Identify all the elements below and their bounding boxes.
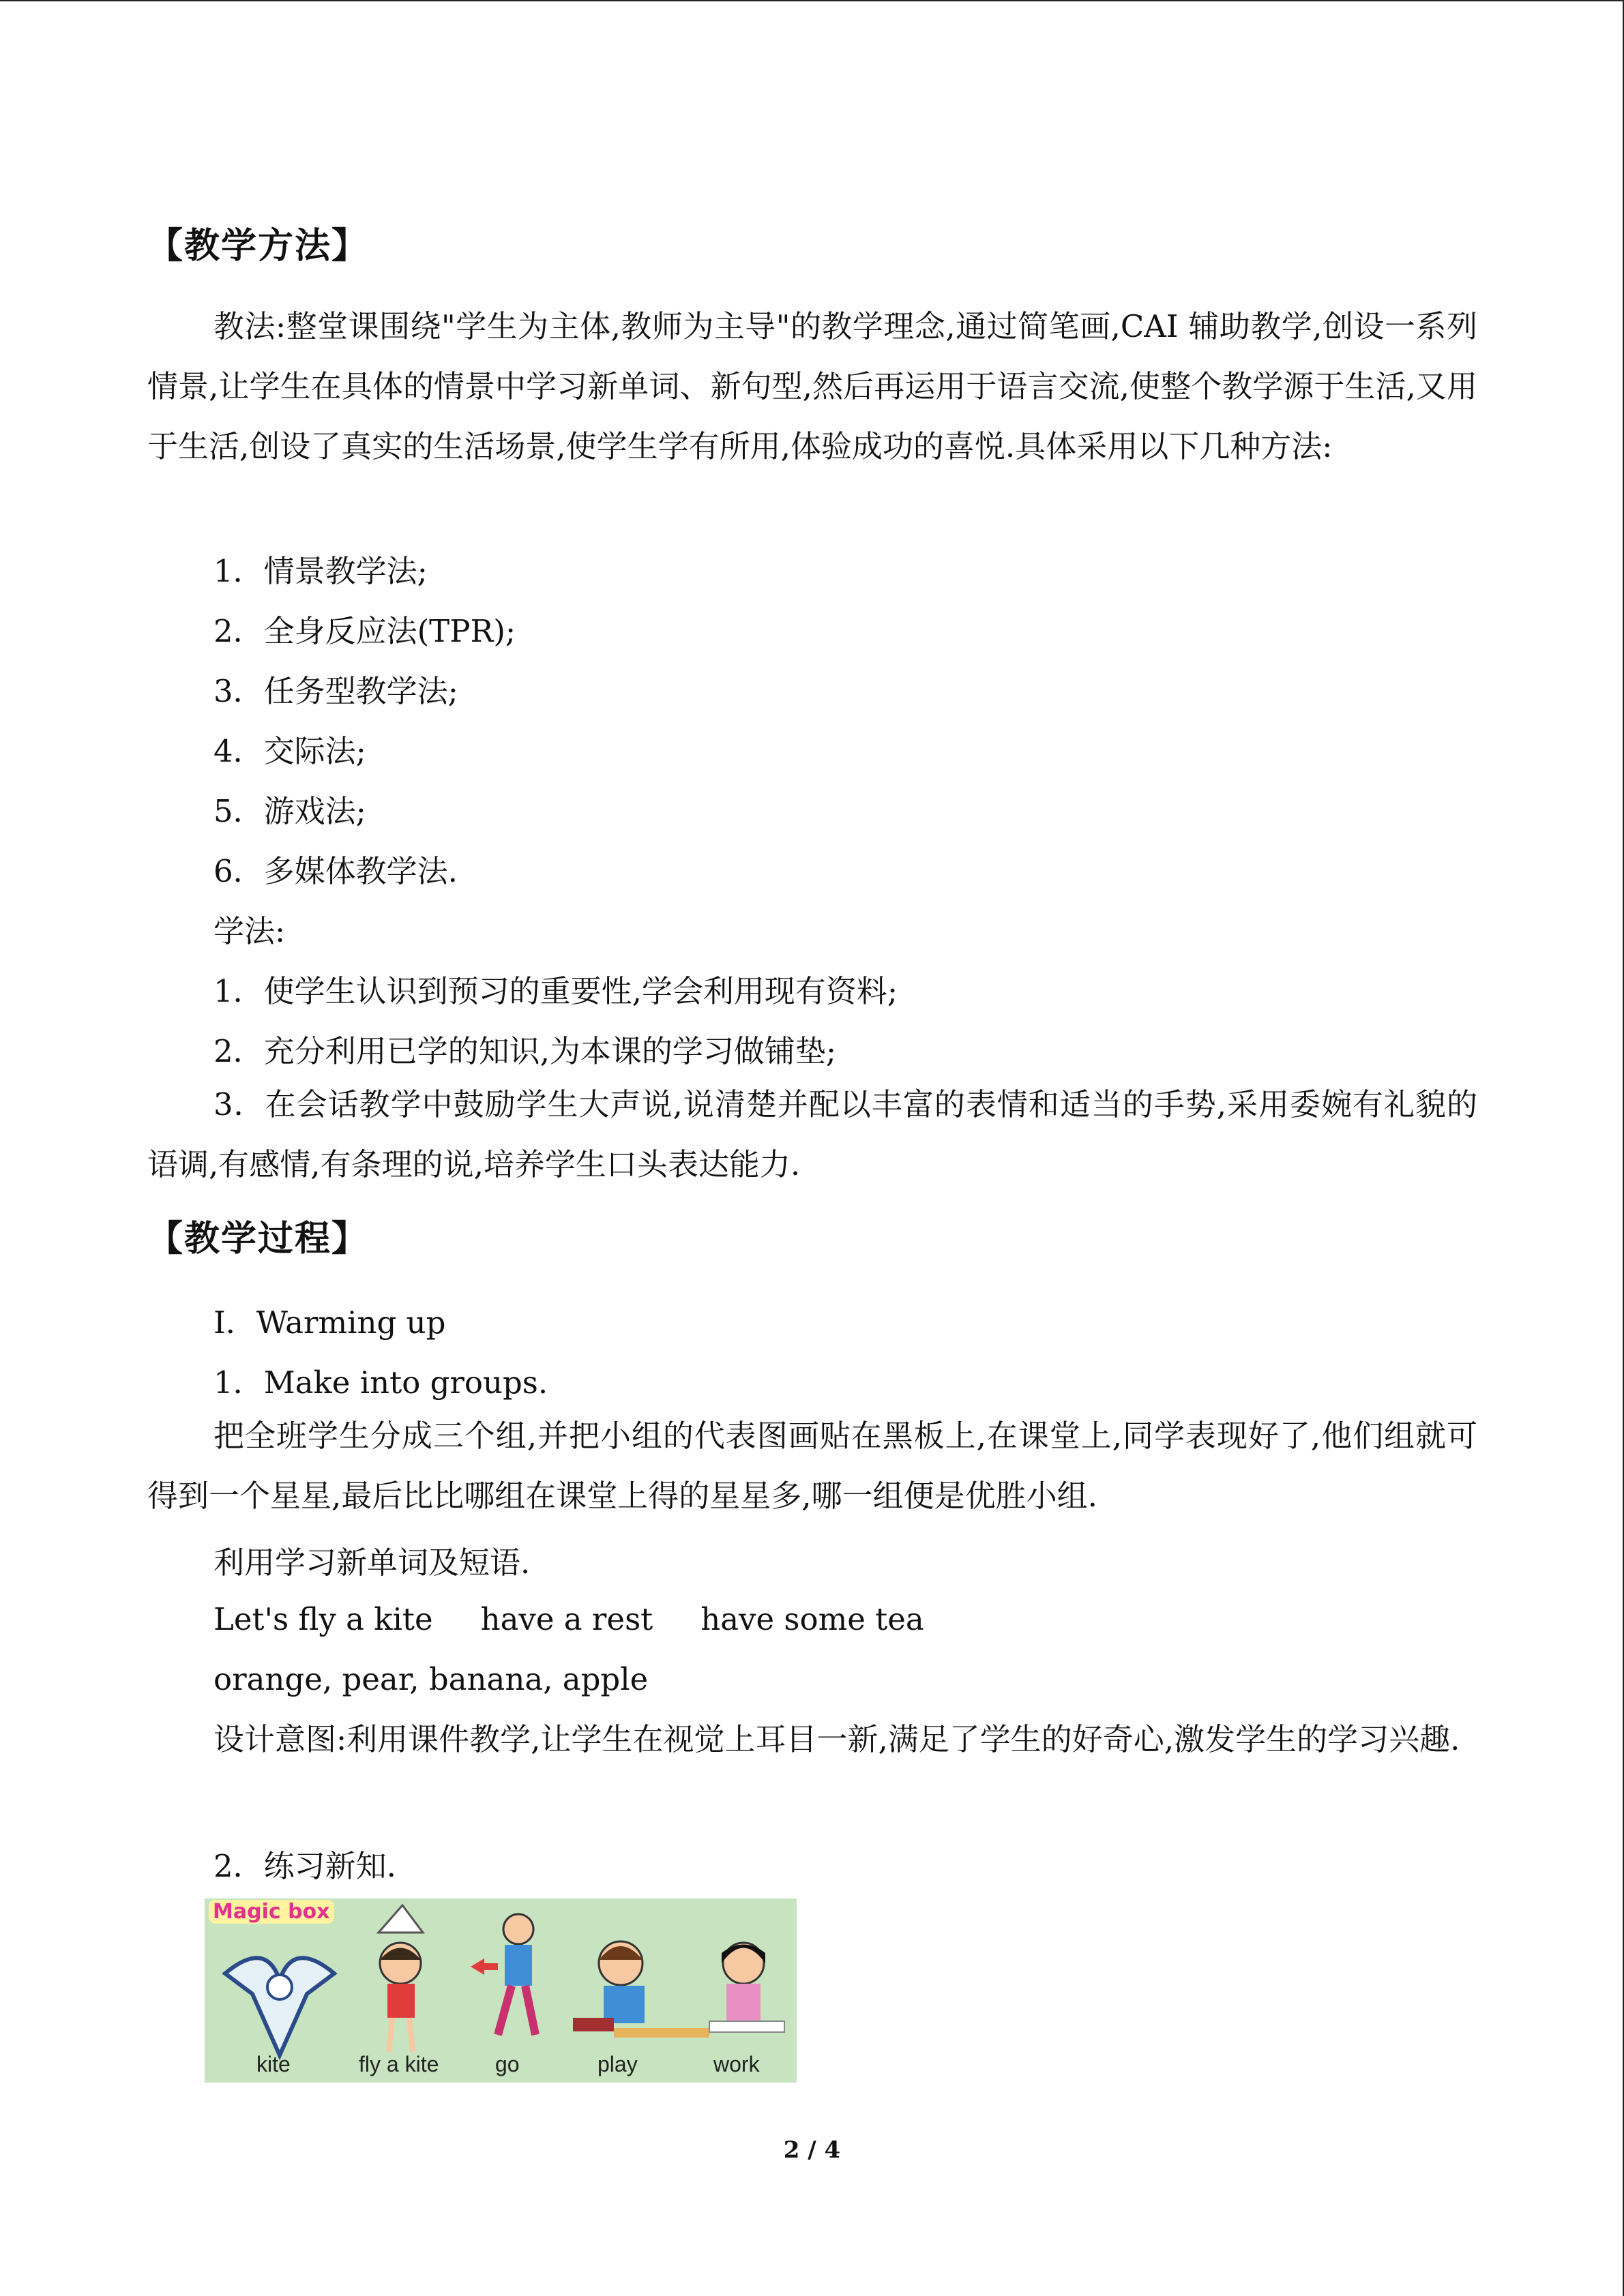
phrase: have a rest [480, 1601, 653, 1637]
method-item: 4．交际法; [213, 733, 366, 769]
method-item: 6．多媒体教学法. [213, 853, 458, 889]
magic-box-illustration [205, 1898, 797, 2083]
step-title: Ⅰ．Warming up [213, 1304, 446, 1341]
phrase-list [213, 1601, 924, 1637]
method-item: 1．情景教学法; [213, 553, 428, 589]
step-item: 2．练习新知. [213, 1848, 396, 1884]
kite-icon [225, 1958, 334, 2055]
girl-kite-icon [379, 1905, 423, 2052]
methods-intro: 教法:整堂课围绕"学生为主体,教师为主导"的教学理念,通过简笔画,CAI 辅助教学,创设一系列情景,让学生在具体的情景中学习新单词、新句型,然后再运用于语言交流,使整个教学源于生活,又用于生活,创设了真实的生活场景,使学生学有所用,体验成功的喜悦.具体采用以下几种方法: [147, 308, 1477, 464]
method-item: 3．任务型教学法; [213, 673, 458, 709]
study-item: 2．充分利用已学的知识,为本课的学习做铺垫; [213, 1033, 837, 1069]
study-item-3: 3．在会话教学中鼓励学生大声说,说清楚并配以丰富的表情和适当的手势,采用委婉有礼貌的语调,有感情,有条理的说,培养学生口头表达能力. [147, 1086, 1477, 1182]
method-item: 5．游戏法; [213, 793, 366, 829]
figure-label: fly a kite [359, 2052, 439, 2076]
work-icon [709, 1943, 784, 2032]
groups-paragraph: 把全班学生分成三个组,并把小组的代表图画贴在黑板上,在课堂上,同学表现好了,他们组就可得到一个星星,最后比比哪组在课堂上得的星星多,哪一组便是优胜小组. [147, 1418, 1477, 1514]
section-heading-process: 【教学过程】 [147, 1219, 369, 1259]
method-item: 2．全身反应法(TPR); [213, 613, 516, 649]
go-icon [471, 1914, 535, 2035]
design-intent: 设计意图:利用课件教学,让学生在视觉上耳目一新,满足了学生的好奇心,激发学生的学习兴趣. [213, 1721, 1460, 1757]
play-icon [573, 1941, 709, 2038]
phrase: Let's fly a kite [213, 1601, 433, 1637]
fruit-list: orange, pear, banana, apple [213, 1661, 649, 1697]
magic-box-title: Magic box [209, 1900, 334, 1924]
figure-label: play [597, 2052, 638, 2076]
study-label: 学法: [213, 913, 286, 949]
page-number: 2 / 4 [783, 2136, 841, 2164]
figure-label: go [495, 2052, 520, 2076]
step-item: 1．Make into groups. [213, 1365, 548, 1401]
vocab-intro: 利用学习新单词及短语. [213, 1545, 531, 1581]
figure-label: kite [256, 2052, 291, 2076]
figure-label: work [713, 2052, 760, 2076]
phrase: have some tea [700, 1601, 924, 1637]
section-heading-methods: 【教学方法】 [147, 226, 369, 267]
study-item: 1．使学生认识到预习的重要性,学会利用现有资料; [213, 973, 898, 1009]
